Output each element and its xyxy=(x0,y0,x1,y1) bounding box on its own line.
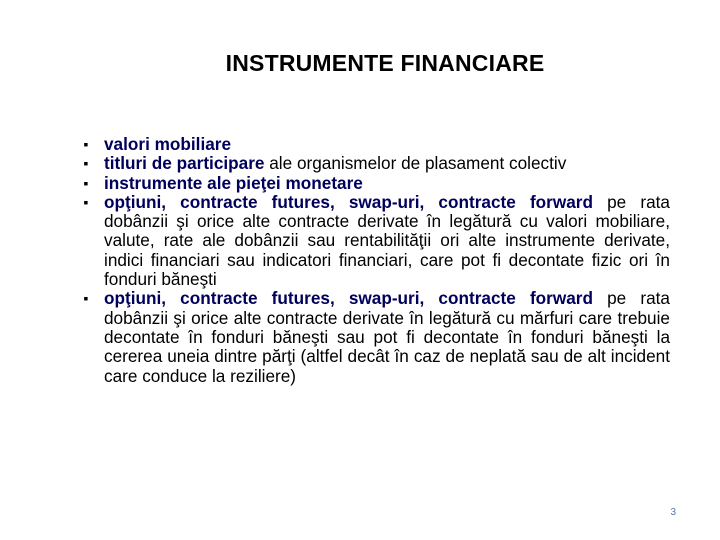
square-bullet-icon: ▪ xyxy=(83,155,89,172)
bullet-strong-text: opţiuni, contracte futures, swap-uri, contracte forward xyxy=(104,288,593,309)
bullet-rest-text: pe rata dobânzii şi orice alte contracte derivate în legătură cu valori mobiliare, valute, rate ale dobânzii sau rentabilităţii ori alte instrumente derivate, indici financiari sau indicatori financiari, care pot fi decontate fizic ori în fonduri băneşti xyxy=(104,191,670,290)
square-bullet-icon: ▪ xyxy=(83,290,89,307)
bullet-rest-text: pe rata dobânzii şi orice alte contracte derivate în legătură cu mărfuri care trebuie decontate în fonduri băneşti sau pot fi decontate în fonduri băneşti la cererea uneia dintre părţi (altfel decât în caz de neplată sau de alt incident care conduce la reziliere) xyxy=(104,288,670,386)
square-bullet-icon: ▪ xyxy=(83,193,89,210)
bullet-item-valori-mobiliare xyxy=(80,135,670,154)
square-bullet-icon: ▪ xyxy=(83,136,89,152)
bullet-strong-text: opţiuni, contracte futures, swap-uri, contracte forward xyxy=(104,191,593,212)
bullet-item-optiuni-derivate-marfuri xyxy=(80,289,670,385)
slide-title: INSTRUMENTE FINANCIARE xyxy=(225,50,545,76)
bullet-item-optiuni-derivate-financiare xyxy=(80,193,670,289)
square-bullet-icon: ▪ xyxy=(83,174,89,191)
bullet-strong-text: valori mobiliare xyxy=(104,134,232,154)
bullet-rest-text: ale organismelor de plasament colectiv xyxy=(264,153,567,174)
bullet-item-titluri-participare xyxy=(80,154,670,173)
page-number: 3 xyxy=(670,507,676,518)
bullet-strong-text: titluri de participare xyxy=(104,153,265,174)
bullet-list xyxy=(80,135,670,386)
bullet-strong-text: instrumente ale pieţei monetare xyxy=(104,172,363,193)
bullet-item-instrumente-piata-monetara xyxy=(80,174,670,193)
